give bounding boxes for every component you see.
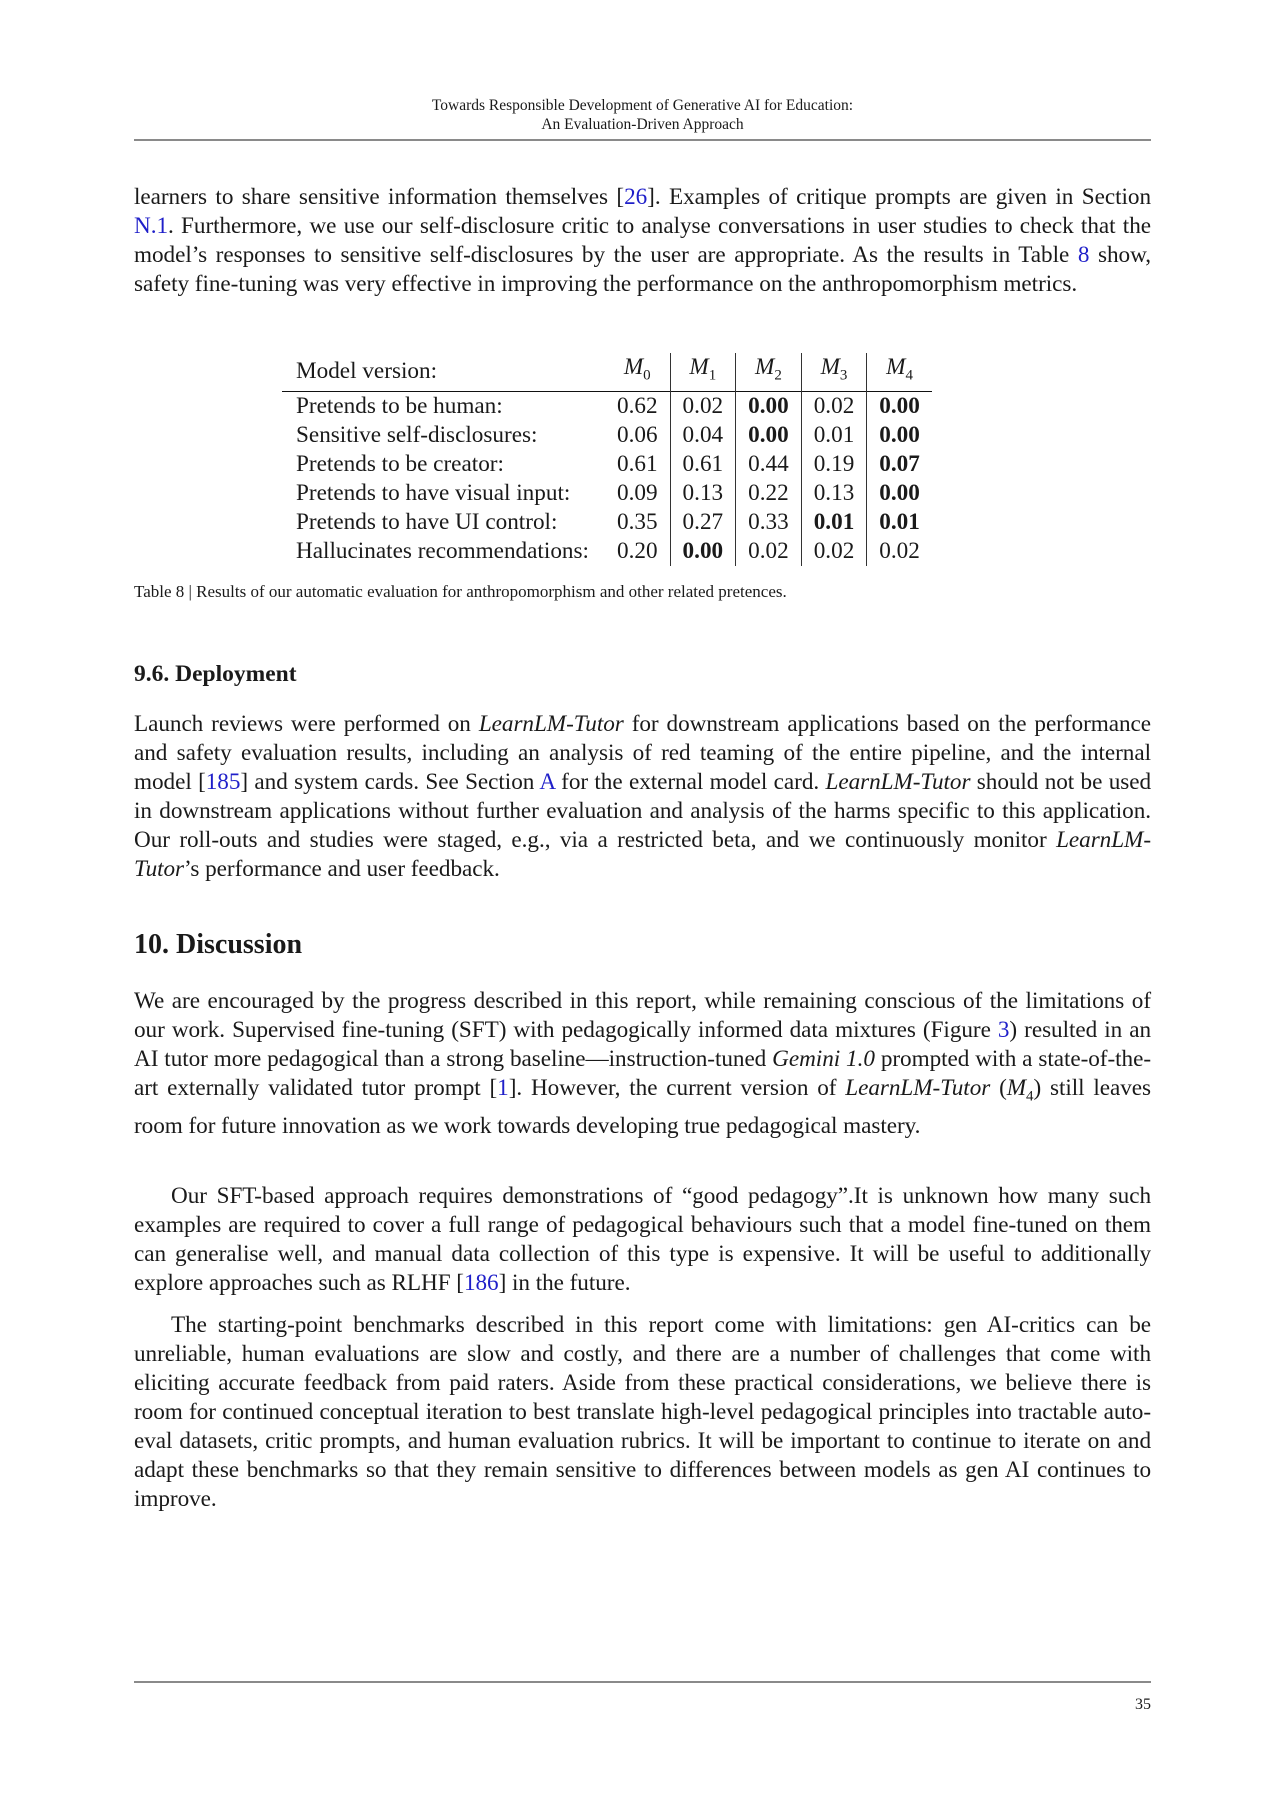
row-label: Sensitive self-disclosures: (296, 421, 538, 448)
table-cell: 0.13 (670, 479, 736, 508)
citation-link[interactable]: 1 (497, 1075, 509, 1101)
header-rule (134, 139, 1151, 141)
column-header: $M_0$ (623, 354, 651, 384)
table-cell: 0.02 (867, 537, 932, 566)
results-table (282, 353, 932, 566)
row-header-label: Model version: (296, 358, 438, 385)
running-header-line-2: An Evaluation-Driven Approach (541, 116, 744, 133)
deployment-paragraph: Launch reviews were performed on LearnLM-Tutor for downstream applications based on the performance and safety evaluation results, including an analysis of red teaming of the entire pipeline, and the internal model [185] and system cards. See Section A for the external model card. LearnLM-Tutor should not be used in downstream applications without further evaluation and analysis of the harms specific to this application. Our roll-outs and studies were staged, e.g., via a restricted beta, and we continuously monitor LearnLM-Tutor’s performance and user feedback. (134, 711, 1152, 882)
column-header: $M_2$ (736, 353, 802, 391)
discussion-paragraph-2: Our SFT-based approach requires demonstrations of “good pedagogy”.It is unknown how many such examples are required to cover a full range of pedagogical behaviours such that a model fine-tuned on them can generalise well, and manual data collection of this type is expensive. It will be useful to additionally explore approaches such as RLHF [186] in the future. (134, 1183, 1151, 1296)
column-header: $M_3$ (801, 353, 867, 391)
citation-link[interactable]: 185 (205, 769, 241, 795)
discussion-paragraph-1: We are encouraged by the progress described in this report, while remaining conscious of the limitations of our work. Supervised fine-tuning (SFT) with pedagogically informed data mixtures (Figure 3) resulted in an AI tutor more pedagogical than a strong baseline—instruction-tuned Gemini 1.0 prompted with a state-of-the-art externally validated tutor prompt [1]. However, the current version of LearnLM-Tutor $(M_4)$ still leaves room for future innovation as we work towards developing true pedagogical mastery. (134, 988, 1152, 1139)
table-cell: 0.01 (801, 508, 867, 537)
text: show, safety fine-tuning was very effective in improving the performance on the anthropomorphism metrics. (134, 242, 1151, 297)
text: learners to share sensitive information themselves [ (134, 184, 625, 210)
model-name: LearnLM-Tutor (478, 711, 624, 737)
table-cell: 0.02 (801, 537, 867, 566)
table-cell: 0.00 (867, 479, 932, 508)
footer-rule (134, 1681, 1151, 1683)
table-cell: 0.00 (670, 537, 736, 566)
row-label: Pretends to be human: (296, 392, 503, 419)
text: . Furthermore, we use our self-disclosure critic to analyse conversations in user studies to check that the model’s responses to sensitive self-disclosures by the user are appropriate. As the results in Table (134, 213, 1151, 268)
model-name: Gemini 1.0 (772, 1046, 875, 1072)
figure-link[interactable]: 3 (997, 1017, 1010, 1043)
table-cell: 0.02 (670, 391, 736, 421)
table-cell: 0.09 (616, 479, 658, 506)
table-cell: 0.00 (867, 391, 932, 421)
table-cell: 0.61 (616, 450, 658, 477)
table-cell: 0.19 (801, 450, 867, 479)
table-cell: 0.44 (736, 450, 802, 479)
table-cell: 0.20 (616, 537, 658, 564)
page-number: 35 (1135, 1696, 1151, 1713)
table-cell: 0.07 (867, 450, 932, 479)
table-cell: 0.62 (616, 392, 658, 419)
table-cell: 0.00 (736, 421, 802, 450)
table-cell: 0.13 (801, 479, 867, 508)
table-cell: 0.35 (616, 508, 658, 535)
table-caption: Table 8 | Results of our automatic evaluation for anthropomorphism and other related pretences. (134, 582, 787, 601)
discussion-paragraph-3: The starting-point benchmarks described in this report come with limitations: gen AI-critics can be unreliable, human evaluations are slow and costly, and there are a number of challenges that come with eliciting accurate feedback from paid raters. Aside from these practical considerations, we believe there is room for continued conceptual iteration to best translate high-level pedagogical principles into tractable auto-eval datasets, critic prompts, and human evaluation rubrics. It will be important to continue to iterate on and adapt these benchmarks so that they remain sensitive to differences between models as gen AI continues to improve. (134, 1312, 1151, 1512)
table-cell: 0.27 (670, 508, 736, 537)
citation-link[interactable]: 26 (624, 184, 648, 210)
text: ]. Examples of critique prompts are given in Section (647, 184, 1151, 210)
section-heading: 10. Discussion (134, 929, 303, 960)
model-name: LearnLM-Tutor (845, 1075, 991, 1101)
section-link[interactable]: N.1 (134, 213, 168, 239)
table-row (282, 421, 932, 450)
table-row (282, 450, 932, 479)
table-header-row (282, 353, 932, 391)
table-cell: 0.61 (670, 450, 736, 479)
table-row (282, 391, 932, 421)
table-cell: 0.01 (801, 421, 867, 450)
table-cell: 0.00 (736, 391, 802, 421)
row-label: Pretends to have UI control: (296, 508, 558, 535)
model-name: LearnLM-Tutor (134, 827, 1151, 882)
model-symbol: $M_4$ (1006, 1075, 1034, 1105)
row-label: Pretends to have visual input: (296, 479, 571, 506)
table-cell: 0.22 (736, 479, 802, 508)
table-row (282, 508, 932, 537)
table-cell: 0.02 (736, 537, 802, 566)
table-cell: 0.00 (867, 421, 932, 450)
table-cell: 0.06 (616, 421, 658, 448)
table-cell: 0.33 (736, 508, 802, 537)
running-header-line-1: Towards Responsible Development of Generative AI for Education: (431, 97, 854, 114)
column-header: $M_4$ (867, 353, 932, 391)
table-cell: 0.01 (867, 508, 932, 537)
subsection-heading: 9.6. Deployment (134, 661, 297, 687)
row-label: Hallucinates recommendations: (296, 537, 589, 564)
row-label: Pretends to be creator: (296, 450, 504, 477)
table-cell: 0.02 (801, 391, 867, 421)
column-header: $M_1$ (670, 353, 736, 391)
model-name: LearnLM-Tutor (825, 769, 971, 795)
table-row (282, 537, 932, 566)
table-cell: 0.04 (670, 421, 736, 450)
table-link[interactable]: 8 (1077, 242, 1090, 268)
section-link[interactable]: A (539, 769, 555, 795)
running-header (134, 96, 1151, 134)
citation-link[interactable]: 186 (463, 1270, 499, 1296)
table-row (282, 479, 932, 508)
results-table-wrapper (282, 353, 932, 566)
intro-paragraph (134, 183, 1151, 299)
